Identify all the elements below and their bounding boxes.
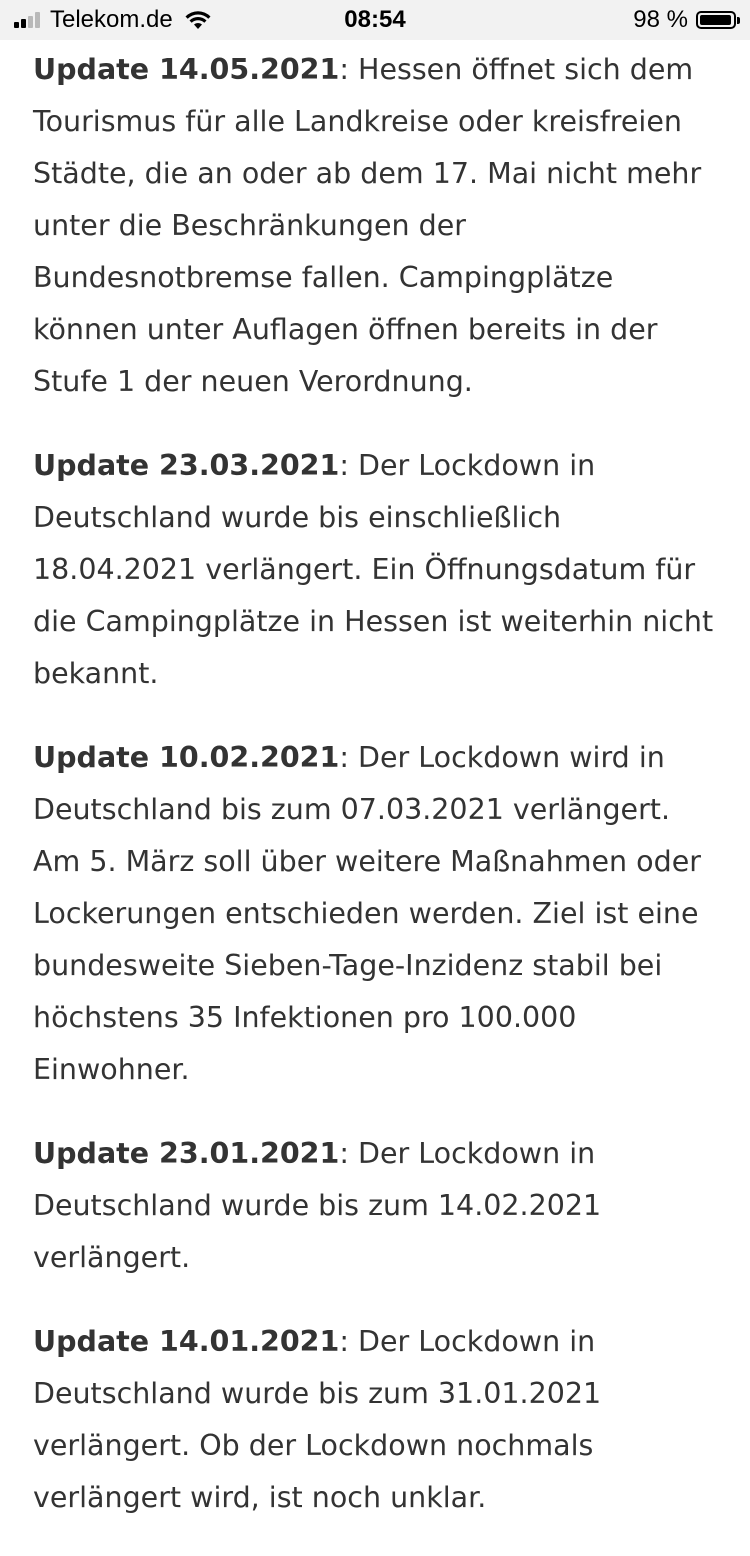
- status-bar-right: [633, 6, 736, 34]
- update-date: Update 23.01.2021: [33, 1137, 340, 1170]
- update-paragraph: [33, 440, 723, 700]
- update-text: : Hessen öffnet sich dem Tourismus für alle Landkreise oder kreisfreien Städte, die an oder ab dem 17. Mai nicht mehr unter die Beschränkungen der Bundesnotbremse fallen. Campingplätze können unter Auflagen öffnen bereits in der Stufe 1 der neuen Verordnung.: [33, 53, 702, 398]
- update-text: : Der Lockdown in Deutschland wurde bis einschließlich 18.04.2021 verlängert. Ein Öffnungsdatum für die Campingplätze in Hessen ist weiterhin nicht bekannt.: [33, 449, 714, 690]
- update-date: Update 14.05.2021: [33, 53, 340, 86]
- update-paragraph: [33, 44, 723, 408]
- battery-icon: [696, 11, 736, 29]
- update-text: : Der Lockdown wird in Deutschland bis zum 07.03.2021 verlängert. Am 5. März soll über weitere Maßnahmen oder Lockerungen entschieden werden. Ziel ist eine bundesweite Sieben-Tage-Inzidenz stabil bei höchstens 35 Infektionen pro 100.000 Einwohner.: [33, 741, 701, 1086]
- article-content: [33, 44, 723, 1556]
- update-paragraph: [33, 1316, 723, 1524]
- update-text: : Der Lockdown in Deutschland wurde bis zum 14.02.2021 verlängert.: [33, 1137, 602, 1274]
- status-bar: [0, 0, 750, 40]
- update-date: Update 10.02.2021: [33, 741, 340, 774]
- update-date: Update 23.03.2021: [33, 449, 340, 482]
- update-paragraph: [33, 1128, 723, 1284]
- update-text: : Der Lockdown in Deutschland wurde bis zum 31.01.2021 verlängert. Ob der Lockdown nochmals verlängert wird, ist noch unklar.: [33, 1325, 602, 1514]
- update-date: Update 14.01.2021: [33, 1325, 340, 1358]
- battery-percentage: 98 %: [633, 6, 688, 33]
- carrier-name: Telekom.de: [50, 6, 173, 33]
- update-paragraph: [33, 732, 723, 1096]
- status-time: 08:54: [344, 6, 406, 33]
